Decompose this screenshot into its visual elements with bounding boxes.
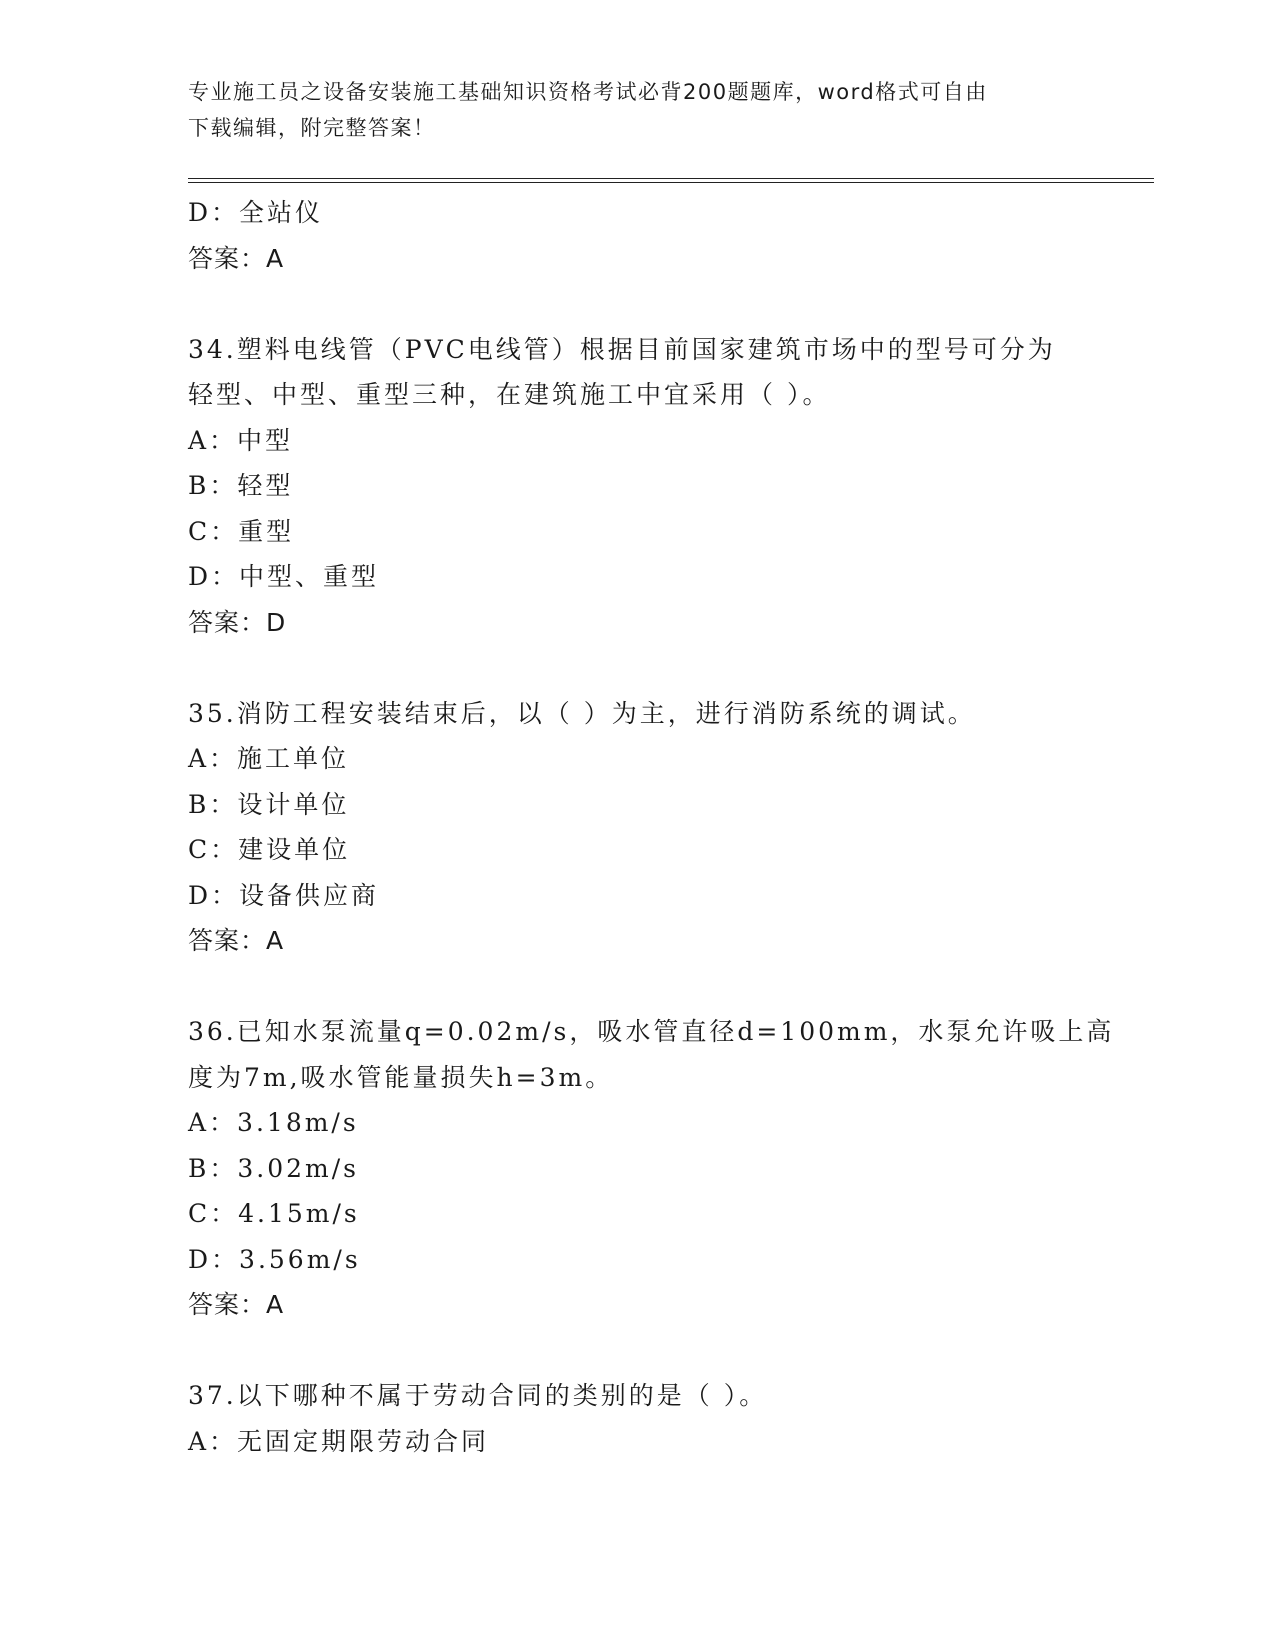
option-d: D：中型、重型 [188, 562, 380, 591]
option-c: C：重型 [188, 516, 295, 546]
answer-line: 答案：D [188, 607, 287, 637]
option-c: C：建设单位 [188, 835, 351, 864]
option-a: A：中型 [188, 425, 294, 455]
question-36 [188, 1009, 1115, 1328]
spacer [188, 1328, 1088, 1374]
question-37 [188, 1373, 1088, 1464]
answer-line: 答案：A [188, 243, 285, 273]
spacer [188, 645, 1088, 691]
question-stem: 轻型、中型、重型三种，在建筑施工中宜采用（ ）。 [188, 380, 831, 409]
question-stem: 36.已知水泵流量q=0.02m/s，吸水管直径d=100mm，水泵允许吸上高 [188, 1017, 1115, 1046]
option-b: B：轻型 [188, 471, 294, 500]
option-d: D：全站仪 [188, 198, 324, 227]
question-35 [188, 691, 1088, 964]
option-b: B：3.02m/s [188, 1153, 359, 1183]
option-a: A：3.18m/s [188, 1108, 359, 1137]
question-stem: 度为7m,吸水管能量损失h=3m。 [188, 1062, 614, 1092]
document-body [188, 190, 1115, 1464]
question-stem: 34.塑料电线管（PVC电线管）根据目前国家建筑市场中的型号可分为 [188, 334, 1056, 364]
answer-line: 答案：A [188, 1290, 285, 1319]
header-line-1: 专业施工员之设备安装施工基础知识资格考试必背200题题库，word格式可自由 [188, 80, 988, 104]
option-b: B：设计单位 [188, 789, 350, 819]
answer-line: 答案：A [188, 926, 285, 955]
header-double-rule [188, 178, 1154, 183]
option-c: C：4.15m/s [188, 1199, 360, 1228]
option-a: A：无固定期限劳动合同 [188, 1426, 490, 1456]
page-header [188, 74, 1068, 146]
question-stem: 35.消防工程安装结束后，以（ ）为主，进行消防系统的调试。 [188, 698, 976, 728]
question-34 [188, 327, 1088, 646]
header-line-2: 下载编辑，附完整答案！ [188, 116, 436, 140]
previous-question-fragment [188, 190, 1088, 281]
option-a: A：施工单位 [188, 744, 350, 773]
option-d: D：3.56m/s [188, 1244, 361, 1274]
spacer [188, 281, 1088, 327]
option-d: D：设备供应商 [188, 880, 380, 910]
spacer [188, 964, 1088, 1010]
question-stem: 37.以下哪种不属于劳动合同的类别的是（ ）。 [188, 1381, 768, 1410]
